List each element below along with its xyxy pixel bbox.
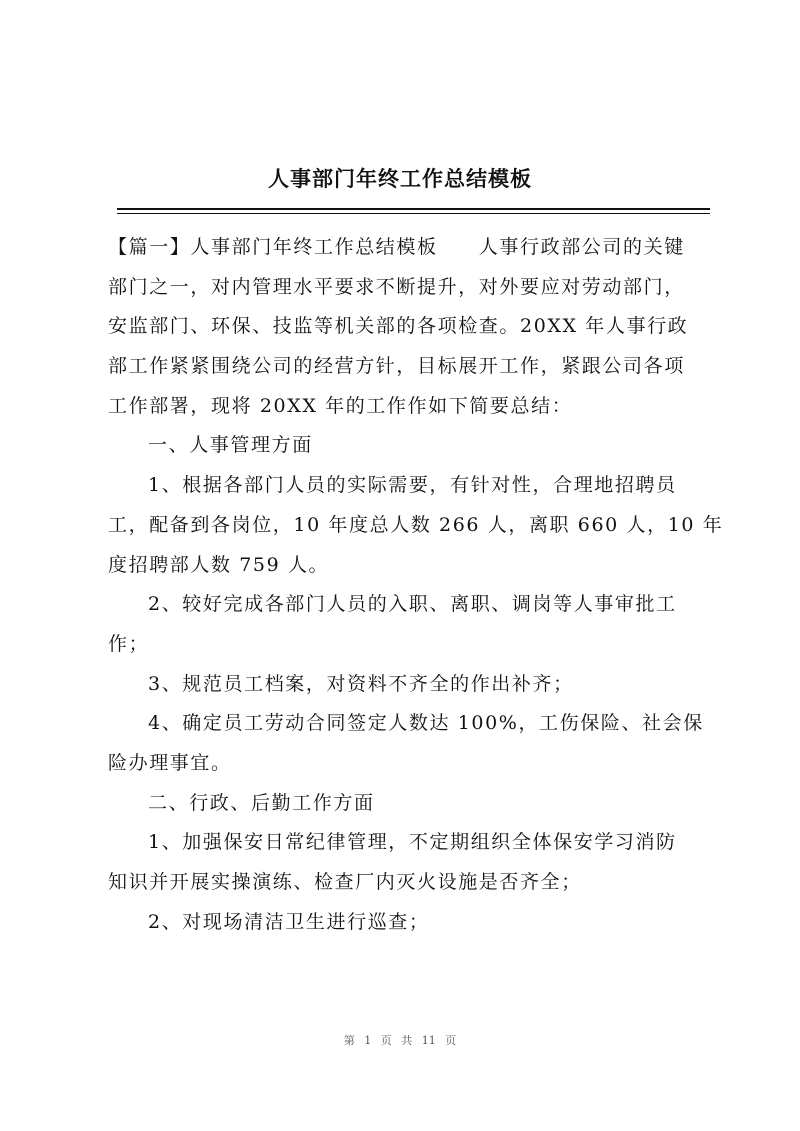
body-line: 度招聘部人数 759 人。 <box>108 553 330 576</box>
body-line: 工，配备到各岗位，10 年度总人数 266 人，离职 660 人，10 年 <box>108 513 724 536</box>
body-line: 部工作紧紧围绕公司的经营方针，目标展开工作，紧跟公司各项 <box>108 355 685 378</box>
body-line: 2、较好完成各部门人员的入职、离职、调岗等人事审批工 <box>148 593 677 616</box>
body-line: 2、对现场清洁卫生进行巡查； <box>148 910 430 933</box>
body-line: 部门之一，对内管理水平要求不断提升，对外要应对劳动部门， <box>108 275 685 298</box>
body-line: 4、确定员工劳动合同签定人数达 100%，工伤保险、社会保 <box>148 712 704 735</box>
body-line: 【篇一】人事部门年终工作总结模板 人事行政部公司的关键 <box>108 236 685 258</box>
document-body <box>108 228 724 942</box>
body-line: 险办理事宜。 <box>108 751 232 774</box>
body-line: 作； <box>108 632 150 655</box>
body-line: 3、规范员工档案，对资料不齐全的作出补齐； <box>148 672 574 695</box>
body-line: 1、加强保安日常纪律管理，不定期组织全体保安学习消防 <box>148 831 677 854</box>
body-line: 安监部门、环保、技监等机关部的各项检查。20XX 年人事行政 <box>108 315 689 338</box>
body-line: 工作部署，现将 20XX 年的工作作如下简要总结： <box>108 394 573 417</box>
body-line: 1、根据各部门人员的实际需要，有针对性，合理地招聘员 <box>148 474 677 497</box>
title-divider-thick <box>117 208 710 210</box>
document-title: 人事部门年终工作总结模板 <box>268 166 532 191</box>
section-heading: 二、行政、后勤工作方面 <box>148 791 375 814</box>
body-line: 知识并开展实操演练、检查厂内灭火设施是否齐全； <box>108 871 582 893</box>
title-divider-thin <box>117 213 710 214</box>
section-heading: 一、人事管理方面 <box>148 434 313 457</box>
page-number-footer: 第 1 页 共 11 页 <box>343 1034 457 1047</box>
